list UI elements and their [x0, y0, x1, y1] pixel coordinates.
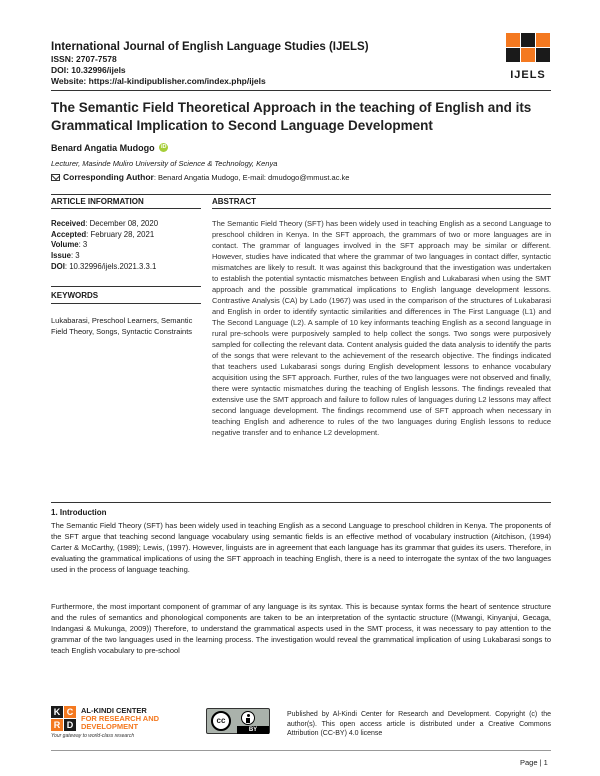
- logo-square: [536, 48, 550, 62]
- abstract-divider-bottom: [51, 502, 551, 503]
- publisher-name: [81, 707, 159, 731]
- logo-square: [506, 48, 520, 62]
- article-info: [51, 219, 201, 273]
- person-icon: [241, 711, 255, 725]
- introduction-para-1: The Semantic Field Theory (SFT) has been widely used in teaching English as a second Language to preschool children in Kenya. The proponents of the SFT argue that teaching second language vocabulary using semantic fields is an effective method of vocabulary instruction (Aitchison, (1994) Carter & McCarthy, (1989); Lewis, (1997). However, linguists are in agreement that each language has its grammar that guides its users. Therefore, in evaluating the grammatical implications of using the SFT approach in teaching English, there is a need to interrogate the syntax of the two languages used in the process of language teaching.: [51, 521, 551, 574]
- license-text: Published by Al-Kindi Center for Research and Development. Copyright (c) the author(s). This open access article is distributed under a Creative Commons Attribution (CC-BY) 4.0 license: [287, 711, 551, 737]
- article-info-heading: ARTICLE INFORMATION: [51, 197, 144, 206]
- keywords-list: Lukabarasi, Preschool Learners, Semantic Field Theory, Songs, Syntactic Constraints: [51, 316, 193, 336]
- section-divider-top: [51, 194, 551, 195]
- logo-square: [536, 33, 550, 47]
- logo-square: [521, 33, 535, 47]
- journal-issn: ISSN: 2707-7578: [51, 54, 117, 64]
- introduction-heading: 1. Introduction: [51, 508, 107, 517]
- info-row: Received: December 08, 2020: [51, 219, 159, 228]
- orcid-icon[interactable]: iD: [160, 144, 167, 150]
- cc-by-badge[interactable]: [206, 708, 270, 734]
- info-row[interactable]: DOI: 10.32996/ijels.2021.3.3.1: [51, 261, 157, 271]
- header-divider: [51, 90, 551, 91]
- info-row: Issue: 3: [51, 251, 80, 261]
- abstract-heading: ABSTRACT: [212, 197, 256, 206]
- author-name: Benard Angatia Mudogo: [51, 143, 155, 153]
- keywords-divider: [51, 303, 201, 304]
- journal-name: International Journal of English Language Studies (IJELS): [51, 41, 369, 53]
- publisher-logo-grid: [51, 706, 77, 732]
- author-affiliation: Lecturer, Masinde Muliro University of Science & Technology, Kenya: [51, 159, 278, 168]
- logo-square: [506, 33, 520, 47]
- paper-title: The Semantic Field Theoretical Approach in the teaching of English and its Grammatical Implication to Second Language Development: [51, 100, 532, 133]
- cc-by-label: BY: [237, 726, 269, 734]
- corresponding-label: Corresponding Author: [63, 172, 154, 182]
- cc-icon: cc: [211, 711, 231, 731]
- logo-square: [521, 48, 535, 62]
- journal-website[interactable]: Website: https://al-kindipublisher.com/index.php/ijels: [51, 76, 266, 86]
- section-divider: [212, 208, 551, 209]
- info-row: Accepted: February 28, 2021: [51, 229, 155, 239]
- keywords-heading: KEYWORDS: [51, 291, 99, 300]
- corresponding-author: [51, 172, 349, 183]
- publisher-logo: [51, 706, 191, 738]
- journal-header: [51, 40, 471, 87]
- logo-letter: R: [51, 719, 63, 731]
- info-row: Volume: 3: [51, 240, 88, 250]
- author-line: [51, 142, 168, 154]
- publisher-name-line: AL-KINDI CENTER: [81, 706, 147, 715]
- abstract-text: The Semantic Field Theory (SFT) has been widely used in teaching English as a second Language to preschool children in Kenya. In the SFT approach, the grammars of two or more languages are in contact. The grammar of languages involved in the SFT approach may be similar or different. However, studies have indicated that where the grammar of two languages in contact differ, syntactic mismatches are likely to result. It was against this background that the investigation was undertaken to establish the potential syntactic mismatches between English and Lukabarasi when using the SMT approach and the possible grammatical implications to English language development lessons. Contrastive Analysis (CA) by Lado (1967) was used in the comparison of the structures of Lukabarasi and English in order to identify syntactic similarities and differences in The First Language (L1) and The Second Language (L2). A sample of 10 key informants teaching English as a second language in rural pre-schools were purposively sampled to help collect the songs. Two songs were purposively sampled for collecting the relevant data. Content analysis guided the data analysis to identify the parts of the songs that were relevant to the achievement of the research objective. The findings indicated that teachers used Lukabarasi songs during English development lessons to enhance vocabulary acquisition using the SFT approach. Further, rules of the two languages were not observed and finally, there were syntactic mismatches during the teaching of English lessons. The findings revealed that extensive use the SMT approach and failure to follow rules of languages during L2 lessons may affect second language development. The findings recommend use of SFT approach when necessary in teaching English and adherence to rules of the two languages during English lessons to reduce negative transfer and to enhance L2 development.: [212, 219, 551, 437]
- journal-doi: DOI: 10.32996/ijels: [51, 65, 126, 75]
- ijels-logo: [506, 33, 550, 83]
- corresponding-email[interactable]: : Benard Angatia Mudogo, E-mail: dmudogo@mmust.ac.ke: [153, 173, 350, 182]
- publisher-tagline: Your gateway to world-class research: [51, 733, 135, 739]
- page-number: Page | 1: [520, 758, 548, 767]
- envelope-icon: [51, 174, 60, 181]
- section-divider: [51, 208, 201, 209]
- logo-letter: C: [64, 706, 76, 718]
- publisher-name-line: FOR RESEARCH AND: [81, 714, 160, 723]
- publisher-name-line: DEVELOPMENT: [81, 722, 139, 731]
- keywords-divider-top: [51, 286, 201, 287]
- logo-label: IJELS: [510, 69, 546, 81]
- footer-divider: [51, 750, 551, 751]
- logo-letter: K: [51, 706, 63, 718]
- logo-letter: D: [64, 719, 76, 731]
- introduction-para-2: Furthermore, the most important component of grammar of any language is its syntax. This is because syntax forms the heart of sentence structure and the rules of semantics and phonological components are taken to be an interpretation of the syntactic structure ((Mwangi, Kinyanjui, Gecaga, Indangasi & Mukunga, 2009)) Therefore, to understand the grammatical aspects used in the SMT process, it was necessary to pay attention to the grammar of the two languages used in the learning process. The investigation would reveal the grammatical implication of using Lukabarasi songs to teach English vocabulary to pre-school: [51, 602, 551, 655]
